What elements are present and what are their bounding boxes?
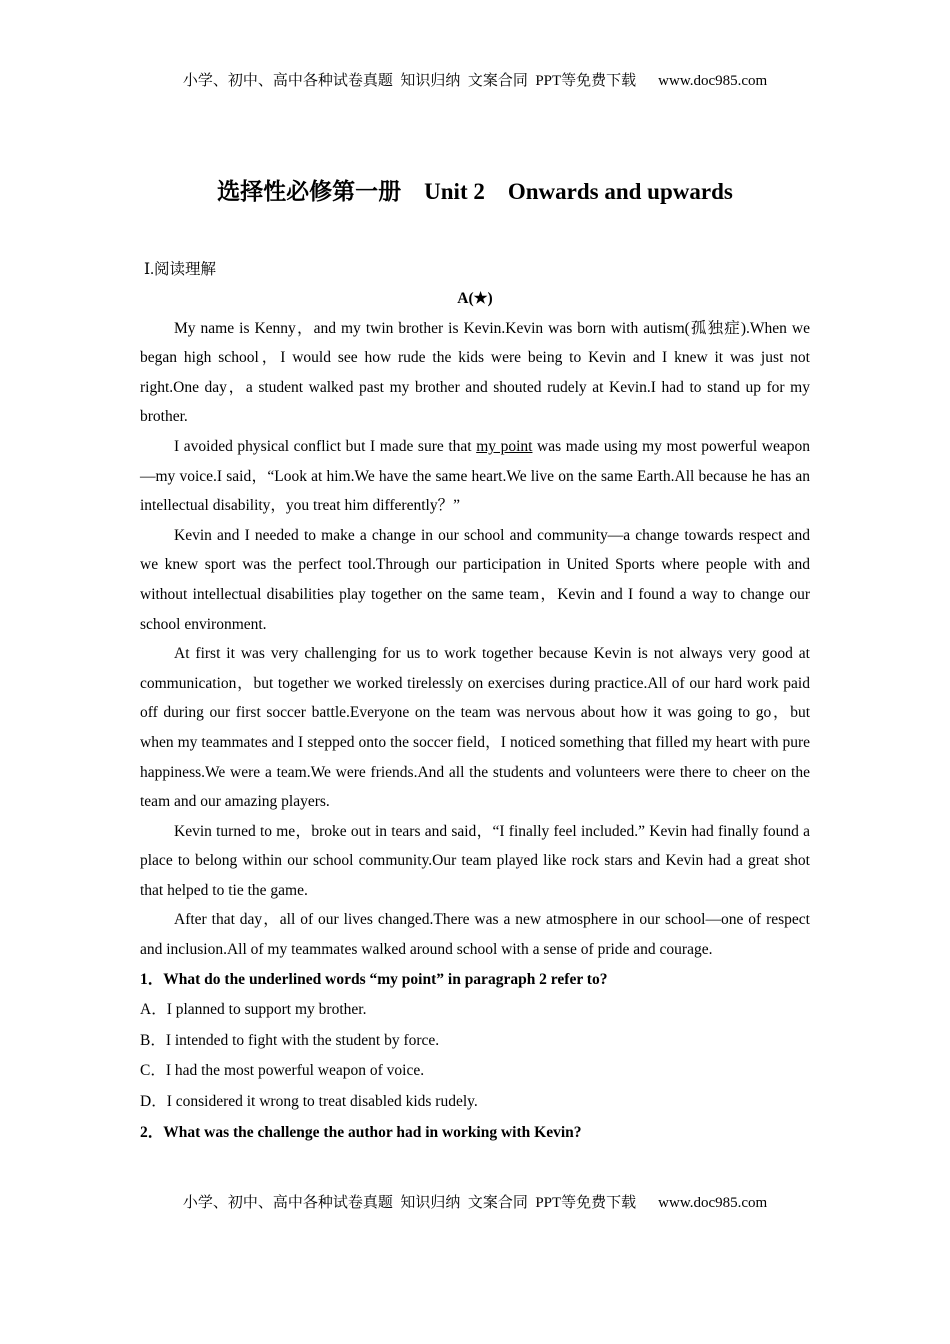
header-text: 小学、初中、高中各种试卷真题 知识归纳 文案合同 PPT等免费下载 [182,73,637,89]
question-1-option-b: B．I intended to fight with the student by force. [140,1031,440,1049]
section-heading: Ⅰ.阅读理解 [144,261,216,278]
paragraph-3: Kevin and I needed to make a change in our school and community—a change towards respect and we knew sport was the perfect tool.Through our participation in United Sports where people with and without intellectual disabilities play together on the same team，Kevin and I found a way to change our school environment. [140,526,810,633]
question-1: 1．What do the underlined words “my point” in paragraph 2 refer to? [140,970,608,988]
document-body [140,284,810,1148]
page-header [0,69,950,90]
paragraph-2-start: I avoided physical conflict but I made sure that [174,437,477,455]
question-1-option-a: A．I planned to support my brother. [140,1001,367,1019]
paragraph-6: After that day，all of our lives changed.There was a new atmosphere in our school—one of respect and inclusion.All of my teammates walked around school with a sense of pride and courage. [140,911,810,959]
footer-text: 小学、初中、高中各种试卷真题 知识归纳 文案合同 PPT等免费下载 [182,1195,637,1211]
underlined-phrase: my point [476,437,533,455]
paragraph-1: My name is Kenny，and my twin brother is Kevin.Kevin was born with autism(孤独症).When we began high school，I would see how rude the kids were being to Kevin and I knew it was just not right.One day，a student walked past my brother and shouted rudely at Kevin.I had to stand up for my brother. [140,319,810,426]
paragraph-2-end: was made using my most powerful weapon—my voice.I said，“Look at him.We have the same heart.We live on the same Earth.All because he has an intellectual disability，you treat him differently？” [140,437,810,515]
passage-title: A(★) [457,290,493,307]
footer-url: www.doc985.com [658,1195,768,1211]
page-footer [0,1191,950,1212]
question-2: 2．What was the challenge the author had in working with Kevin? [140,1123,582,1141]
header-url: www.doc985.com [658,73,768,89]
paragraph-5: Kevin turned to me，broke out in tears and said，“I finally feel included.” Kevin had finally found a place to belong within our school community.Our team played like rock stars and Kevin had a great shot that helped to tie the game. [140,822,810,899]
document-title: 选择性必修第一册 Unit 2 Onwards and upwards [217,179,733,204]
paragraph-2 [140,432,810,521]
question-1-option-c: C．I had the most powerful weapon of voice. [140,1062,425,1080]
paragraph-4: At first it was very challenging for us to work together because Kevin is not always very good at communication，but together we worked tirelessly on exercises during practice.All of our hard work paid off during our first soccer battle.Everyone on the team was nervous about how it was going to go，but when my teammates and I stepped onto the soccer field，I noticed something that filled my heart with pure happiness.We were a team.We were friends.And all the students and volunteers were there to cheer on the team and our amazing players. [140,645,810,811]
question-1-option-d: D．I considered it wrong to treat disabled kids rudely. [140,1093,478,1111]
